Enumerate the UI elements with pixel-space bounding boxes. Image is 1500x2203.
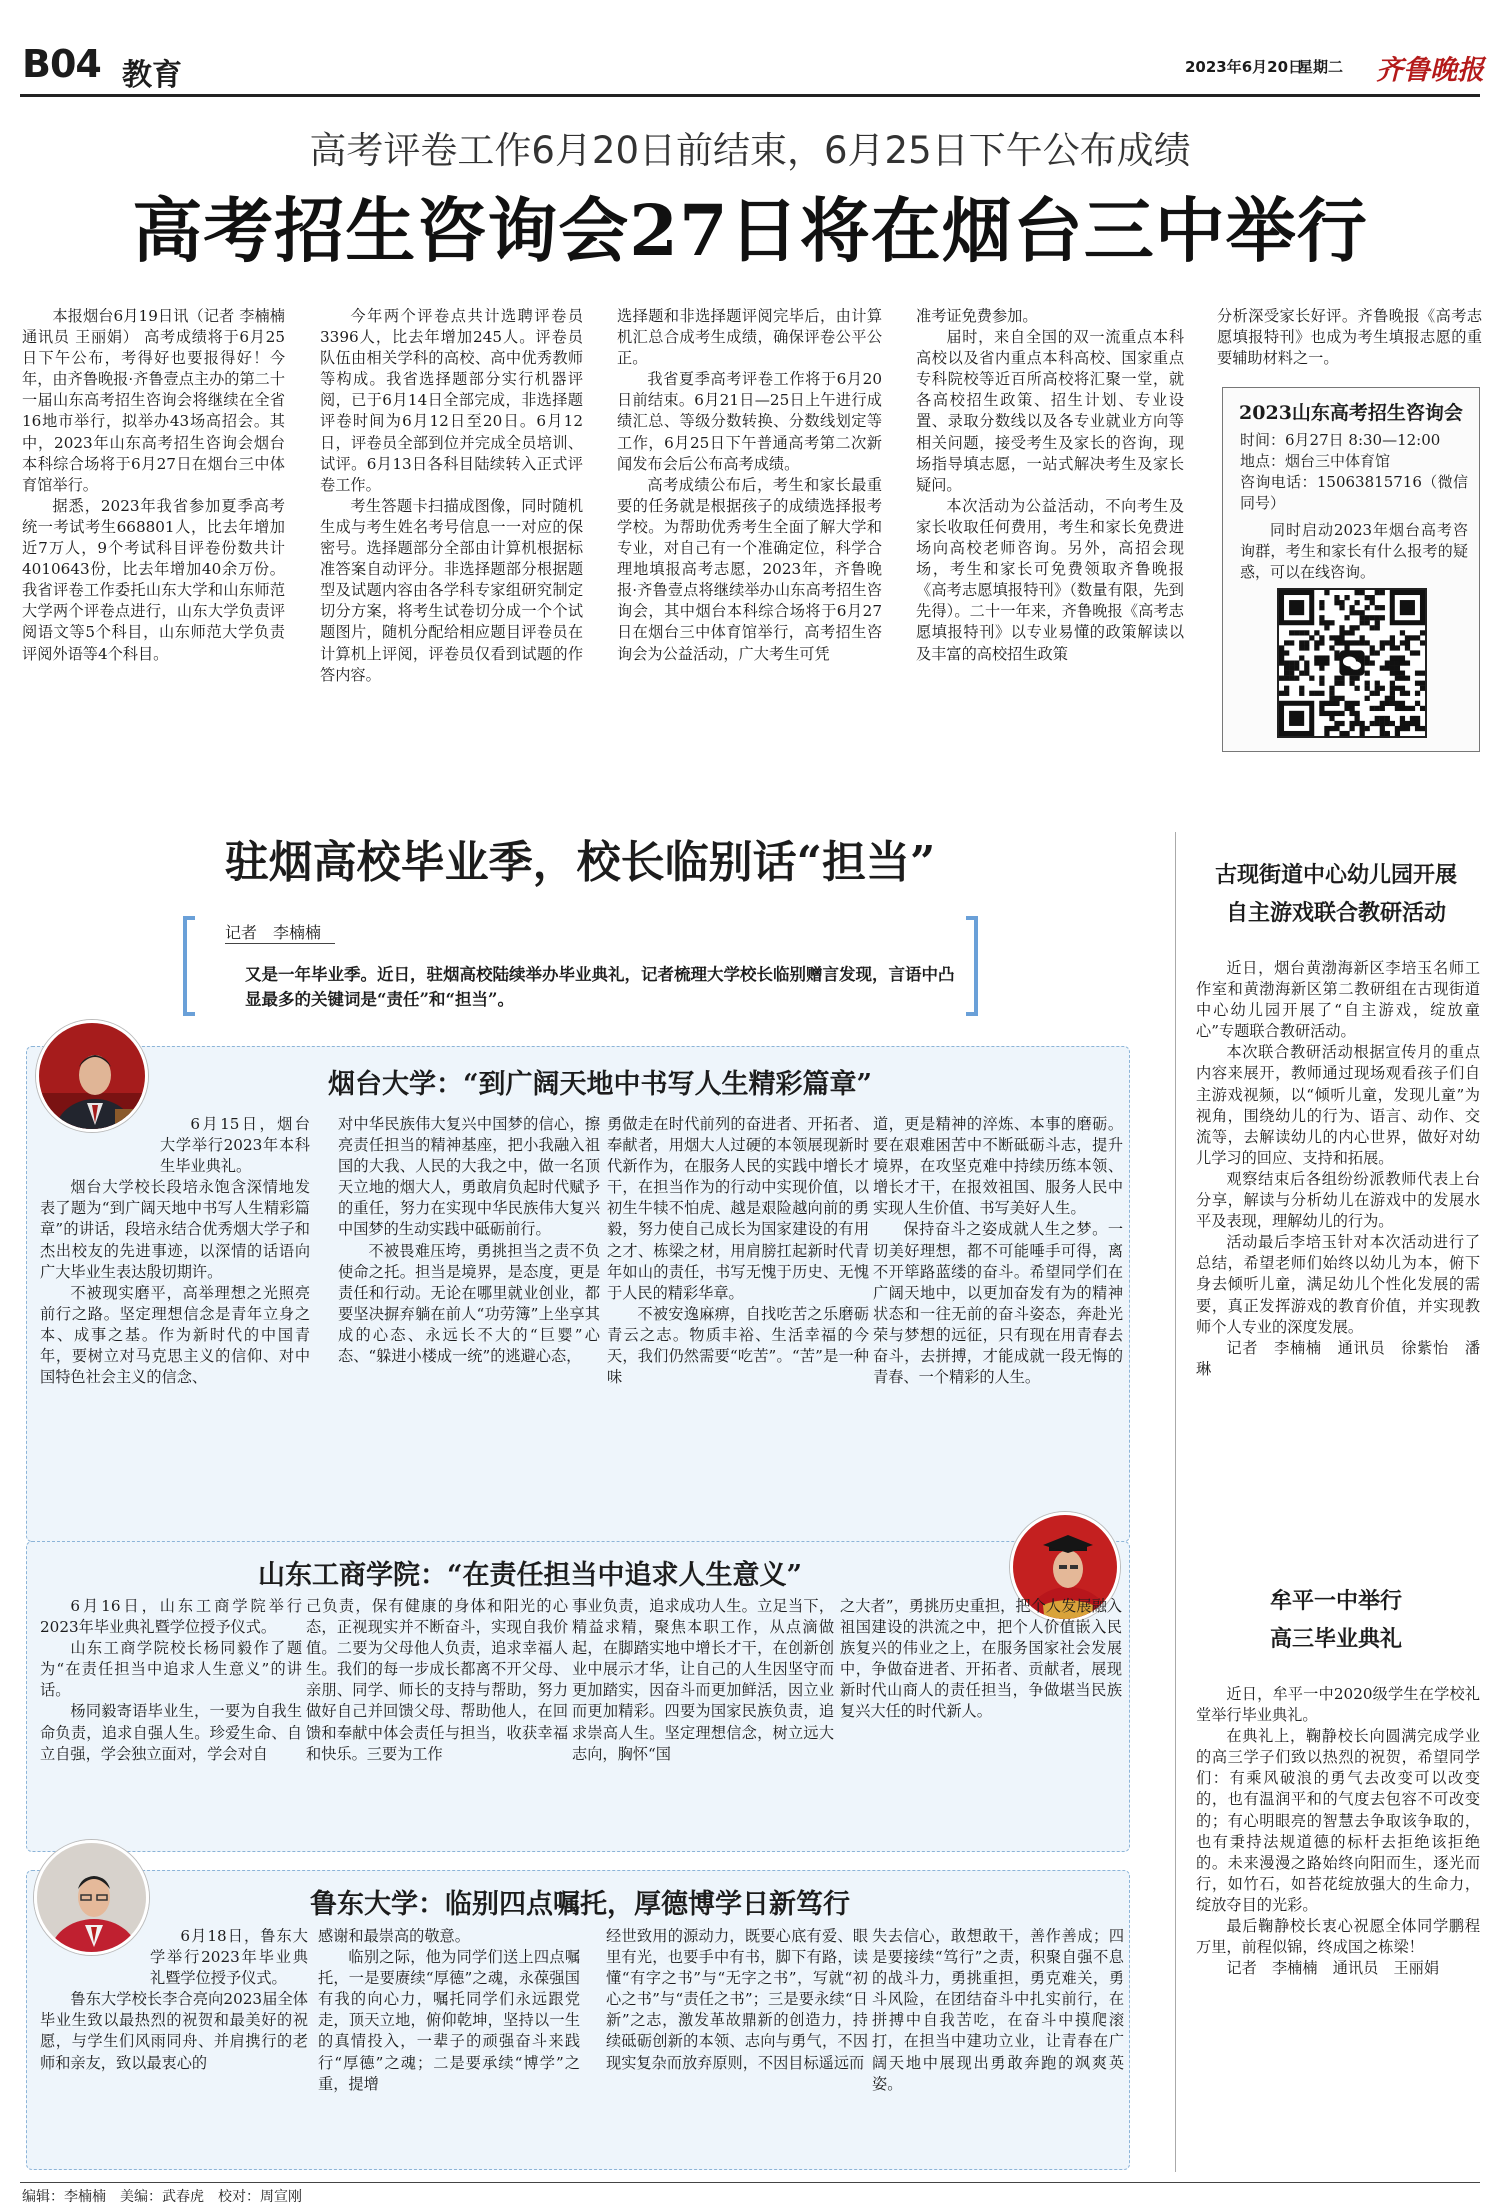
issue-date: 2023年6月20日 [1185, 58, 1304, 76]
paragraph: 届时，来自全国的双一流重点本科高校以及省内重点本科高校、国家重点专科院校等近百所高校将汇聚一堂，就各高校招生政策、招生计划、专业设置、录取分数线以及各专业就业方向等相关问题，接受考生及家长的咨询，现场指导填志愿，一站式解决考生及家长疑问。 [916, 328, 1184, 494]
paragraph: 事业负责，追求成功人生。立足当下，精益求精，聚焦本职工作，从点滴做起，在脚踏实地中增长才干，在创新创业中展示才华，让自己的人生因坚守而更加踏实，因奋斗而更加鲜活，因立业而更加精彩。四要为国家民族负责，追求崇高人生。坚定理想信念，树立远大志向，胸怀“国 [572, 1597, 834, 1763]
paragraph: 据悉，2023年我省参加夏季高考统一考试考生668801人，比去年增加近7万人，9个考试科目评卷份数共计4010643份，比去年增加40余万份。我省评卷工作委托山东大学和山东师范大学两个评卷点进行，山东大学负责评阅语文等5个科目，山东师范大学负责评阅外语等4个科目。 [22, 496, 285, 663]
reporter-underline [225, 943, 335, 944]
paragraph: 选择题和非选择题评阅完毕后，由计算机汇总合成考生成绩，确保评卷公平公正。 [617, 307, 882, 368]
sdtbu-title: 山东工商学院：“在责任担当中追求人生意义” [257, 1560, 803, 1591]
top-story-col-1 [22, 306, 285, 766]
info-box-body [1240, 430, 1468, 590]
paragraph: 临别之际，他为同学们送上四点嘱托，一是要赓续“厚德”之魂，永葆强国有我的向心力，嘱托同学们永远跟党走，顶天立地，俯仰乾坤，坚持以一生的真情投入，一辈子的顽强奋斗来践行“厚德”之魂；二是要承续“博学”之重，提增 [318, 1948, 580, 2093]
paragraph: 鲁东大学校长李合亮向2023届全体毕业生致以最热烈的祝贺和最美好的祝愿，与学生们风雨同舟、并肩携行的老师和亲友，致以最衷心的 [40, 1990, 308, 2072]
ldu-col-2 [318, 1926, 580, 2166]
top-story-headline: 高考招生咨询会27日将在烟台三中举行 [132, 189, 1368, 272]
muping-title [1192, 1582, 1480, 1658]
paragraph: 最后鞠静校长衷心祝愿全体同学鹏程万里，前程似锦，终成国之栋梁！ [1196, 1917, 1480, 1957]
muping-title-line2: 高三毕业典礼 [1269, 1626, 1402, 1652]
sdtbu-col-4 [840, 1596, 1122, 1846]
paragraph: 近日，烟台黄渤海新区李培玉名师工作室和黄渤海新区第二教研组在古现街道中心幼儿园开展了“自主游戏，绽放童心”专题联合教研活动。 [1196, 959, 1480, 1041]
paragraph: 6月18日，鲁东大学举行2023年毕业典礼暨学位授予仪式。 [150, 1927, 308, 1988]
paragraph: 我省夏季高考评卷工作将于6月20日前结束。6月21日—25日上午进行成绩汇总、等级分数转换、分数线划定等工作，6月25日下午普通高考第二次新闻发布会后公布高考成绩。 [617, 370, 882, 473]
paragraph: 分析深受家长好评。齐鲁晚报《高考志愿填报特刊》也成为考生填报志愿的重要辅助材料之一。 [1217, 307, 1482, 368]
top-story-col-4 [916, 306, 1184, 766]
paragraph: 之大者”，勇挑历史重担，把个人发展融入祖国建设的洪流之中，把个人价值嵌入民族复兴的伟业之上，在服务国家社会发展中，争做奋进者、开拓者、贡献者，展现新时代山商人的责任担当，争做堪当民族复兴大任的时代新人。 [840, 1597, 1122, 1721]
wechat-qr-code[interactable] [1277, 588, 1427, 738]
footer-rule [20, 2182, 1480, 2183]
newspaper-brand-logo: 齐鲁晚报 [1376, 55, 1484, 86]
paragraph: 勇做走在时代前列的奋进者、开拓者、奉献者，用烟大人过硬的本领展现新时代新作为，在服务人民的实践中增长才干，在担当作为的行动中实现价值，以初生牛犊不怕虎、越是艰险越向前的勇毅，努力使自己成长为国家建设的有用之才、栋梁之材，用肩膀扛起新时代青年如山的责任，书写无愧于历史、无愧于人民的精彩华章。 [607, 1115, 869, 1302]
paragraph: 失去信心，敢想敢干，善作善成；四是要接续“笃行”之责，积聚自强不息的战斗力，勇挑重担，勇克难关，勇斗风险，在团结奋斗中扎实前行，在拼搏中自我苦吃，在奋斗中摸爬滚打，在担当中建功立业，让青春在广阔天地中展现出勇敢奔跑的飒爽英姿。 [872, 1927, 1124, 2093]
paragraph: 感谢和最崇高的敬意。 [318, 1927, 470, 1945]
info-time: 时间：6月27日 8:30—12:00 [1240, 431, 1441, 449]
top-story-subhead: 高考评卷工作6月20日前结束，6月25日下午公布成绩 [309, 129, 1191, 172]
info-phone: 咨询电话：15063815716（微信同号） [1240, 473, 1468, 512]
paragraph: 不被畏难压垮，勇挑担当之责不负使命之托。担当是境界，是态度，更是责任和行动。无论在哪里就业创业，都要坚决摒弃躺在前人“功劳簿”上坐享其成的心态、永远长不大的“巨婴”心态、“躲进小楼成一统”的逃避心态， [338, 1241, 600, 1366]
paragraph: 本报烟台6月19日讯（记者 李楠楠 通讯员 王丽娟） 高考成绩将于6月25日下午公布，考得好也要报得好！今年，由齐鲁晚报·齐鲁壹点主办的第二十一届山东高考招生咨询会将继续在全省16地市举行，拟举办43场高招会。其中，2023年山东高考招生咨询会烟台本科综合场将于6月27日在烟台三中体育馆举行。 [22, 307, 285, 494]
ytu-title: 烟台大学：“到广阔天地中书写人生精彩篇章” [327, 1069, 873, 1100]
paragraph: 近日，牟平一中2020级学生在学校礼堂举行毕业典礼。 [1196, 1685, 1480, 1725]
paragraph: 今年两个评卷点共计选聘评卷员3396人，比去年增加245人。评卷员队伍由相关学科的高校、高中优秀教师等构成。我省选择题部分实行机器评阅，已于6月14日全部完成，非选择题评卷时间为6月12日至20日。6月12日，评卷员全部到位并完成全员培训、试评。6月13日各科目陆续转入正式评卷工作。 [320, 307, 583, 494]
paragraph: 6月16日，山东工商学院举行2023年毕业典礼暨学位授予仪式。 [40, 1597, 302, 1637]
ytu-col-4 [873, 1114, 1123, 1534]
qr-code-pattern [1279, 590, 1425, 736]
info-box-title: 2023山东高考招生咨询会 [1239, 402, 1463, 424]
page-number: B04 [22, 42, 101, 86]
paragraph: 经世致用的源动力，既要心底有爱、眼里有光，也要手中有书，脚下有路，读懂“有字之书”与“无字之书”，写就“初心之书”与“责任之书”；三是要永续“日新”之志，激发革故鼎新的创造力，持续砥砺创新的本领、志向与勇气，不因现实复杂而放弃原则，不因目标遥远而 [606, 1927, 868, 2072]
paragraph: 考生答题卡扫描成图像，同时随机生成与考生姓名考号信息一一对应的保密号。选择题部分全部由计算机根据标准答案自动评分。非选择题部分根据题型及试题内容由各学科专家组研究制定切分方案，将考生试卷切分成一个个试题图片，随机分配给相应题目评卷员在计算机上评阅，评卷员仅看到试题的作答内容。 [320, 496, 583, 684]
muping-byline: 记者 李楠楠 通讯员 王丽娟 [1226, 1959, 1440, 1978]
paragraph: 烟台大学校长段培永饱含深情地发表了题为“到广阔天地中书写人生精彩篇章”的讲话，段培永结合优秀烟大学子和杰出校友的先进事迹，以深情的话语向广大毕业生表达殷切期许。 [40, 1178, 310, 1281]
ldu-col-4 [872, 1926, 1124, 2166]
top-story-col-5 [1217, 306, 1482, 376]
info-place: 地点：烟台三中体育馆 [1240, 452, 1391, 470]
kindergarten-title [1192, 856, 1480, 932]
paragraph: 山东工商学院校长杨同毅作了题为“在责任担当中追求人生意义”的讲话。 [40, 1639, 302, 1700]
paragraph: 活动最后李培玉针对本次活动进行了总结，希望老师们始终以幼儿为本，俯下身去倾听儿童，满足幼儿个性化发展的需要，真正发挥游戏的教育价值，并实现教师个人专业的深度发展。 [1196, 1233, 1480, 1336]
paragraph: 杨同毅寄语毕业生，一要为自我生命负责，追求自强人生。珍爱生命、自立自强，学会独立面对，学会对自 [40, 1702, 302, 1763]
issue-weekday: 星期二 [1298, 58, 1344, 76]
top-story-col-2 [320, 306, 583, 766]
paragraph: 6月15日，烟台大学举行2023年本科生毕业典礼。 [160, 1115, 310, 1176]
ytu-col-3 [607, 1114, 869, 1534]
ldu-col-1 [40, 1926, 308, 2166]
paragraph: 不被安逸麻痹，自找吃苦之乐磨砺青云之志。物质丰裕、生活幸福的今天，我们仍然需要“吃苦”。“苦”是一种味 [607, 1304, 869, 1387]
masthead-rule [20, 94, 1480, 97]
bracket-left [183, 916, 195, 1016]
paragraph: 观察结束后各组纷纷派教师代表上台分享，解读与分析幼儿在游戏中的发展水平及表现，理解幼儿的行为。 [1196, 1169, 1480, 1231]
paragraph: 保持奋斗之姿成就人生之梦。一切美好理想，都不可能唾手可得，离不开筚路蓝缕的奋斗。希望同学们在广阔天地中，以更加奋发有为的精神状态和一往无前的奋斗姿态，奔赴光荣与梦想的远征，只有现在用青春去奋斗，去拼搏，才能成就一段无悔的青春、一个精彩的人生。 [873, 1220, 1123, 1387]
section-name: 教育 [122, 58, 182, 93]
paragraph: 不被现实磨平，高举理想之光照亮前行之路。坚定理想信念是青年立身之本、成事之基。作为新时代的中国青年，要树立对马克思主义的信仰、对中国特色社会主义的信念、 [40, 1283, 310, 1387]
paragraph: 对中华民族伟大复兴中国梦的信心，擦亮责任担当的精神基座，把小我融入祖国的大我、人民的大我之中，做一名顶天立地的烟大人，勇敢肩负起时代赋予的重任，努力在实现中华民族伟大复兴中国梦的生动实践中砥砺前行。 [338, 1115, 600, 1239]
ldu-title: 鲁东大学：临别四点嘱托，厚德博学日新笃行 [310, 1889, 850, 1920]
ldu-col-3 [606, 1926, 868, 2166]
muping-body [1196, 1684, 1480, 2176]
kindergarten-title-line1: 古现街道中心幼儿园开展 [1214, 862, 1457, 888]
feature-reporter: 记者 李楠楠 [225, 923, 322, 942]
paragraph: 准考证免费参加。 [916, 307, 1038, 325]
paragraph: 在典礼上，鞠静校长向圆满完成学业的高三学子们致以热烈的祝贺，希望同学们：有乘风破浪的勇气去改变可以改变的，也有温润平和的气度去包容不可改变的；有心明眼亮的智慧去争取该争取的，也有秉持法规道德的标杆去拒绝该拒绝的。未来漫漫之路始终向阳而生，逐光而行，如竹石，如苔花绽放强大的生命力，绽放夺目的光彩。 [1196, 1727, 1480, 1914]
feature-lede: 又是一年毕业季。近日，驻烟高校陆续举办毕业典礼，记者梳理大学校长临别赠言发现，言语中凸显最多的关键词是“责任”和“担当”。 [245, 965, 955, 1009]
feature-headline: 驻烟高校毕业季，校长临别话“担当” [224, 837, 936, 888]
paragraph: 道，更是精神的淬炼、本事的磨砺。要在艰难困苦中不断砥砺斗志，提升境界，在攻坚克难中持续历练本领、增长才干，在报效祖国、服务人民中实现人生价值、书写美好人生。 [873, 1115, 1123, 1218]
sdtbu-col-2 [306, 1596, 568, 1846]
ytu-col-2 [338, 1114, 600, 1534]
sdtbu-col-1 [40, 1596, 302, 1846]
kindergarten-byline: 记者 李楠楠 通讯员 徐紫怡 潘琳 [1196, 1338, 1480, 1378]
paragraph: 高考成绩公布后，考生和家长最重要的任务就是根据孩子的成绩选择报考学校。为帮助优秀考生全面了解大学和专业，对自己有一个准确定位，科学合理地填报高考志愿，2023年，齐鲁晚报·齐鲁壹点将继续举办山东高考招生咨询会，其中烟台本科综合场将于6月27日在烟台三中体育馆举行，高考招生咨询会为公益活动，广大考生可凭 [617, 475, 882, 663]
kindergarten-body [1196, 958, 1480, 1518]
paragraph: 本次联合教研活动根据宣传月的重点内容来展开，教师通过现场观看孩子们自主游戏视频，以“倾听儿童，发现儿童”为视角，围绕幼儿的行为、语言、动作、交流等，去解读幼儿的内心世界，做好对幼儿学习的回应、支持和拓展。 [1196, 1043, 1480, 1167]
bracket-right [966, 916, 978, 1016]
paragraph: 己负责，保有健康的身体和阳光的心态，正视现实并不断奋斗，实现自我价值。二要为父母他人负责，追求幸福人生。我们的每一步成长都离不开父母、亲朋、同学、师长的支持与帮助，努力做好自己并回馈父母、帮助他人，在回馈和奉献中体会责任与担当，收获幸福和快乐。三要为工作 [306, 1597, 568, 1763]
ytu-col-1 [40, 1114, 310, 1534]
column-divider [1175, 832, 1176, 2172]
muping-title-line1: 牟平一中举行 [1269, 1588, 1402, 1614]
info-note: 同时启动2023年烟台高考咨询群，考生和家长有什么报考的疑惑，可以在线咨询。 [1240, 521, 1468, 581]
top-story-col-3 [617, 306, 882, 766]
footer-credits: 编辑：李楠楠 美编：武春虎 校对：周宣刚 [22, 2189, 302, 2203]
paragraph: 本次活动为公益活动，不向考生及家长收取任何费用，考生和家长免费进场向高校老师咨询。另外，高招会现场，考生和家长可免费领取齐鲁晚报《高考志愿填报特刊》（数量有限，先到先得）。二十一年来，齐鲁晚报《高考志愿填报特刊》以专业易懂的政策解读以及丰富的高校招生政策 [916, 496, 1184, 663]
kindergarten-title-line2: 自主游戏联合教研活动 [1225, 900, 1446, 926]
sdtbu-col-3 [572, 1596, 834, 1846]
